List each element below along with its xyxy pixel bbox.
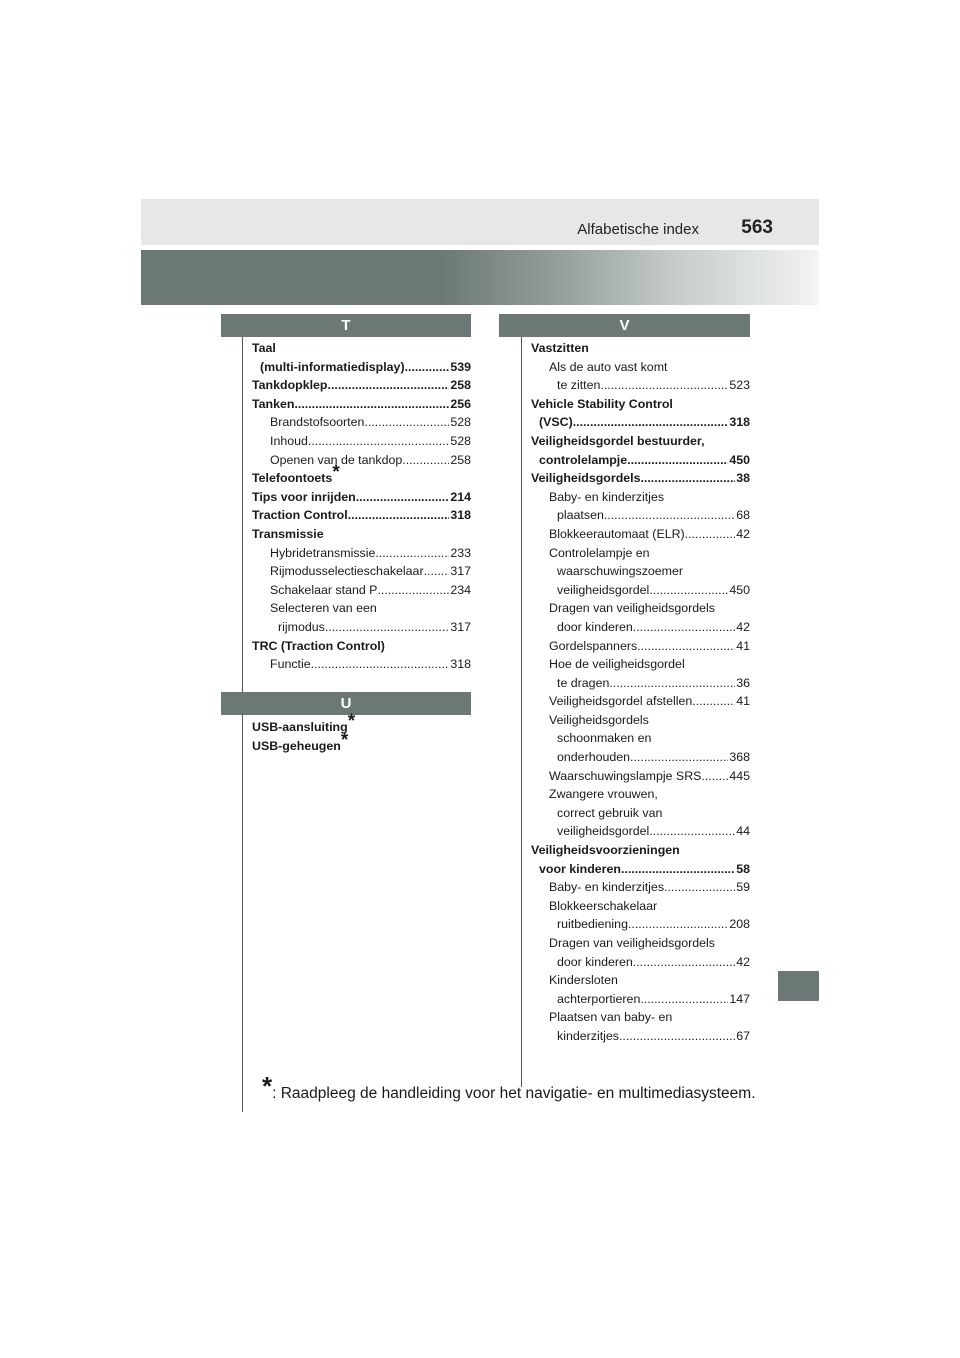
page-ref: 42: [736, 619, 750, 634]
page-ref: 68: [736, 508, 750, 523]
page-ref: 42: [736, 526, 750, 541]
index-subentry: waarschuwingszoemer: [557, 564, 684, 579]
index-subentry: plaatsen ..... 68: [531, 506, 750, 525]
page-ref: 539: [450, 359, 471, 374]
index-entry: Veiligheidsvoorzieningen: [531, 843, 680, 858]
index-subentry: schoonmaken en: [557, 731, 652, 746]
page-ref: 258: [450, 452, 471, 467]
index-subentry: veiligheidsgordel ..... 450: [531, 581, 750, 600]
index-subentry: Brandstofsoorten ..... 528: [252, 413, 471, 432]
page-ref: 445: [729, 768, 750, 783]
index-entry: Tankdopklep ..... 258: [252, 376, 471, 395]
index-entry: Veiligheidsgordel bestuurder,: [531, 433, 705, 448]
index-subentry: Rijmodusselectieschakelaar ..... 317: [252, 562, 471, 581]
footnote-marker: *: [347, 711, 356, 732]
page-ref: 317: [450, 619, 471, 634]
page-ref: 528: [450, 415, 471, 430]
chapter-tab: [778, 971, 819, 1001]
index-subentry: veiligheidsgordel ..... 44: [531, 822, 750, 841]
footnote-marker: *: [262, 1071, 273, 1101]
section-u-list: [252, 711, 471, 755]
footnote-marker: *: [332, 462, 340, 484]
section-header-v: V: [499, 314, 750, 337]
index-subentry: Blokkeerschakelaar: [549, 898, 658, 913]
index-subentry: door kinderen ..... 42: [531, 953, 750, 972]
index-subentry: te zitten ..... 523: [531, 376, 750, 395]
page-ref: 318: [450, 508, 471, 523]
section-v-list: [531, 339, 750, 1046]
footnote-marker: *: [340, 729, 349, 751]
index-subentry: Dragen van veiligheidsgordels: [549, 936, 715, 950]
index-subentry: Plaatsen van baby- en: [549, 1010, 673, 1025]
page-ref: 42: [736, 954, 750, 969]
index-entry: Tanken ..... 256: [252, 395, 471, 414]
index-entry: USB-aansluiting*: [252, 711, 356, 734]
index-subentry: Veiligheidsgordel afstellen ..... 41: [531, 692, 750, 711]
header-band: [141, 250, 819, 305]
header-title: Alfabetische index: [577, 221, 699, 238]
page-ref: 233: [450, 545, 471, 560]
page-ref: 317: [450, 564, 471, 579]
index-subentry: Blokkeerautomaat (ELR) ..... 42: [531, 525, 750, 544]
index-subentry: door kinderen ..... 42: [531, 618, 750, 637]
page-ref: 41: [736, 694, 750, 709]
index-subentry: Hoe de veiligheidsgordel: [549, 657, 685, 672]
index-entry: Vehicle Stability Control: [531, 396, 673, 411]
index-entry: Transmissie: [252, 526, 324, 541]
page-ref: 234: [450, 582, 471, 597]
section-header-u: U: [221, 692, 471, 715]
index-subentry: kinderzitjes ..... 67: [531, 1027, 750, 1046]
page-ref: 36: [736, 675, 750, 690]
index-subentry: onderhouden ..... 368: [531, 748, 750, 767]
page-ref: 318: [450, 657, 471, 672]
index-subentry: ruitbediening ..... 208: [531, 915, 750, 934]
page-ref: 256: [450, 396, 471, 411]
index-subentry: Hybridetransmissie ..... 233: [252, 544, 471, 563]
page-ref: 38: [736, 471, 750, 486]
page-ref: 523: [729, 378, 750, 393]
page-ref: 450: [729, 452, 750, 467]
index-subentry: Baby- en kinderzitjes: [549, 489, 665, 504]
page-ref: 368: [729, 750, 750, 765]
index-entry: (multi-informatiedisplay) ..... 539: [252, 358, 471, 377]
index-subentry: Veiligheidsgordels: [549, 712, 649, 727]
page-ref: 44: [736, 824, 750, 839]
footnote-text: : Raadpleeg de handleiding voor het navigatie- en multimediasysteem.: [272, 1085, 756, 1102]
index-subentry: Selecteren van een: [270, 601, 377, 616]
page-ref: 528: [450, 433, 471, 448]
index-entry: USB-geheugen*: [252, 729, 349, 753]
page-ref: 208: [729, 917, 750, 932]
section-header-t: T: [221, 314, 471, 337]
index-entry: Traction Control ..... 318: [252, 506, 471, 525]
page-ref: 41: [736, 638, 750, 653]
index-entry: TRC (Traction Control): [252, 638, 385, 653]
index-subentry: Openen van de tankdop ..... 258: [252, 451, 471, 470]
footnote: [262, 1071, 756, 1103]
index-subentry: Kindersloten: [549, 973, 618, 988]
index-subentry: Inhoud ..... 528: [252, 432, 471, 451]
index-subentry: Dragen van veiligheidsgordels: [549, 601, 715, 616]
column-divider-middle: [521, 330, 522, 1087]
index-subentry: rijmodus ..... 317: [252, 618, 471, 637]
page-header: [141, 199, 819, 245]
page-ref: 147: [729, 991, 750, 1006]
index-subentry: correct gebruik van: [557, 805, 663, 820]
index-entry: Vastzitten: [531, 341, 589, 355]
index-subentry: Waarschuwingslampje SRS ..... 445: [531, 767, 750, 786]
page-ref: 318: [729, 415, 750, 430]
index-entry: Tips voor inrijden ..... 214: [252, 488, 471, 507]
index-subentry: Zwangere vrouwen,: [549, 787, 658, 802]
section-t-list: [252, 339, 471, 674]
page-ref: 258: [450, 378, 471, 393]
index-entry: voor kinderen ..... 58: [531, 860, 750, 879]
index-entry: Veiligheidsgordels ..... 38: [531, 469, 750, 488]
page-ref: 214: [450, 489, 471, 504]
index-entry: controlelampje ..... 450: [531, 451, 750, 470]
index-entry: (VSC) ..... 318: [531, 413, 750, 432]
page-ref: 58: [736, 861, 750, 876]
page-ref: 67: [736, 1028, 750, 1043]
page-ref: 450: [729, 582, 750, 597]
index-subentry: achterportieren ..... 147: [531, 990, 750, 1009]
index-subentry: Controlelampje en: [549, 545, 650, 560]
index-entry: Taal: [252, 341, 276, 355]
index-subentry: Functie ..... 318: [252, 655, 471, 674]
index-subentry: Gordelspanners ..... 41: [531, 637, 750, 656]
index-subentry: Baby- en kinderzitjes ..... 59: [531, 878, 750, 897]
page-ref: 59: [736, 880, 750, 895]
index-entry: Telefoontoets*: [252, 462, 340, 486]
index-subentry: Schakelaar stand P ..... 234: [252, 581, 471, 600]
index-subentry: te dragen ..... 36: [531, 674, 750, 693]
column-divider-left: [242, 330, 243, 1112]
page-number: 563: [741, 217, 773, 238]
index-subentry: Als de auto vast komt: [549, 359, 668, 374]
